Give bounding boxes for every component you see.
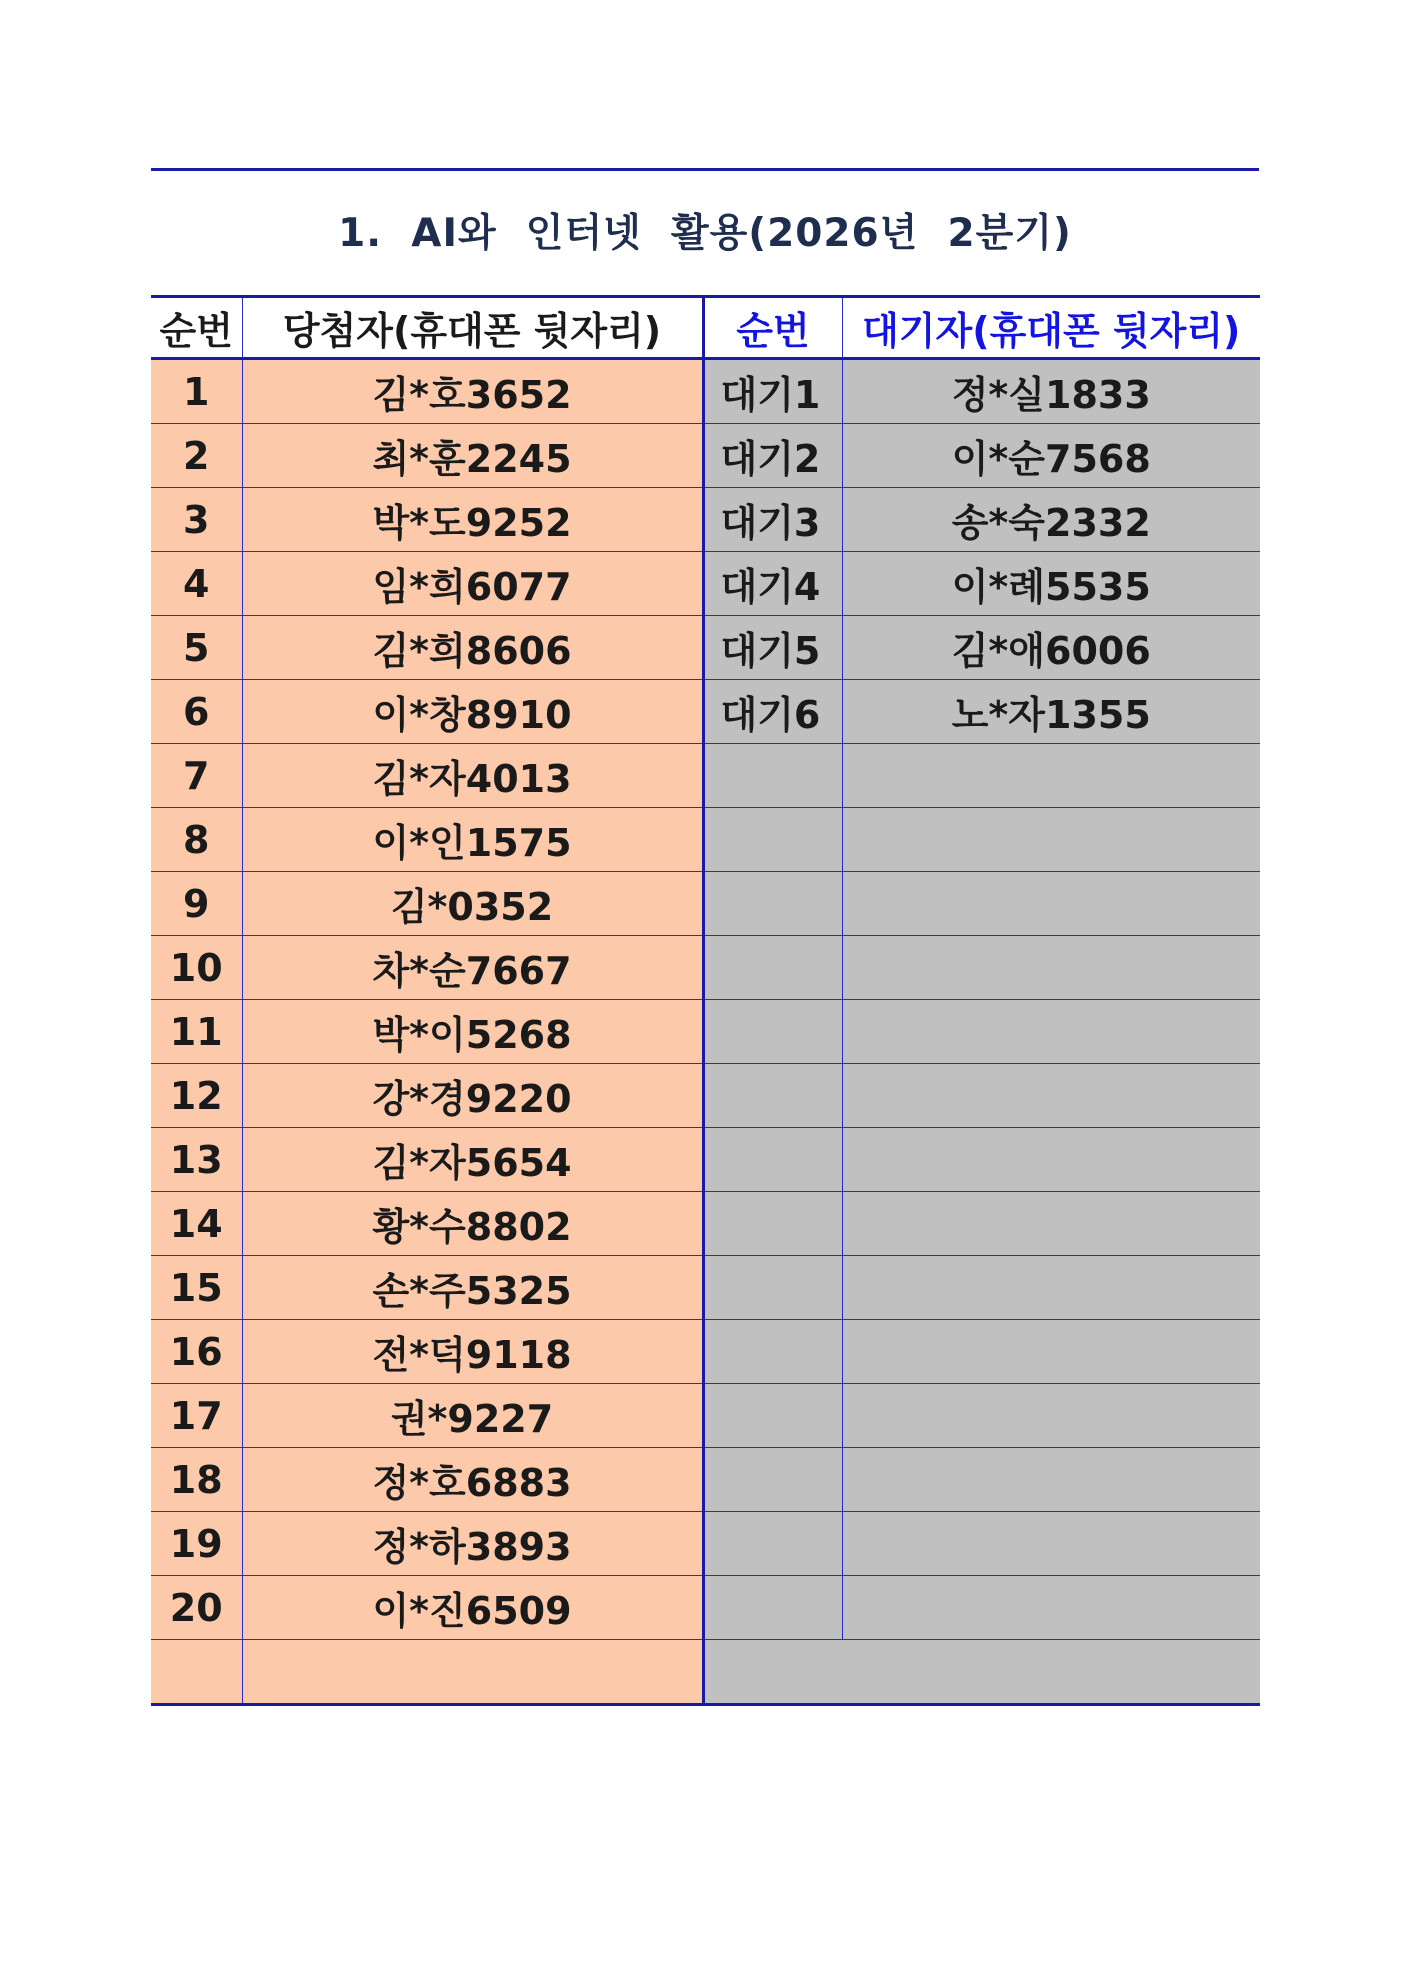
waiting-name-cell xyxy=(842,872,1260,936)
waiting-name-cell xyxy=(842,1256,1260,1320)
winner-name-cell: 임*희6077 xyxy=(242,552,703,616)
winner-no-cell: 19 xyxy=(151,1512,242,1576)
table-row xyxy=(151,1128,1260,1192)
waiting-name-cell xyxy=(842,1576,1260,1640)
waiting-no-cell xyxy=(703,1128,842,1192)
waiting-name-cell xyxy=(842,1192,1260,1256)
table-body xyxy=(151,359,1260,1705)
table-row xyxy=(151,1576,1260,1640)
winner-no-cell: 17 xyxy=(151,1384,242,1448)
blank-row xyxy=(151,1640,1260,1705)
winner-no-cell: 9 xyxy=(151,872,242,936)
table-row xyxy=(151,1256,1260,1320)
winner-name-cell: 정*호6883 xyxy=(242,1448,703,1512)
waiting-name-cell: 이*순7568 xyxy=(842,424,1260,488)
waiting-no-cell xyxy=(703,1512,842,1576)
table-row xyxy=(151,936,1260,1000)
winner-name-cell: 권*9227 xyxy=(242,1384,703,1448)
table-row xyxy=(151,552,1260,616)
winner-name-cell: 이*진6509 xyxy=(242,1576,703,1640)
waiting-no-cell: 대기5 xyxy=(703,616,842,680)
waiting-name-cell xyxy=(842,744,1260,808)
table-row xyxy=(151,488,1260,552)
waiting-no-cell xyxy=(703,1192,842,1256)
waiting-name-cell xyxy=(842,1384,1260,1448)
winner-name-cell: 박*도9252 xyxy=(242,488,703,552)
winner-name-cell: 차*순7667 xyxy=(242,936,703,1000)
table-row xyxy=(151,616,1260,680)
waiting-no-cell xyxy=(703,936,842,1000)
waiting-no-cell: 대기3 xyxy=(703,488,842,552)
header-waiting-name: 대기자(휴대폰 뒷자리) xyxy=(842,297,1260,359)
waiting-name-cell xyxy=(842,936,1260,1000)
waiting-name-cell xyxy=(842,808,1260,872)
winner-no-cell: 20 xyxy=(151,1576,242,1640)
waiting-name-cell: 김*애6006 xyxy=(842,616,1260,680)
blank-winner-no-cell xyxy=(151,1640,242,1705)
winner-no-cell: 16 xyxy=(151,1320,242,1384)
winner-name-cell: 손*주5325 xyxy=(242,1256,703,1320)
waiting-name-cell: 이*례5535 xyxy=(842,552,1260,616)
winner-no-cell: 5 xyxy=(151,616,242,680)
table-row xyxy=(151,680,1260,744)
waiting-name-cell xyxy=(842,1448,1260,1512)
waiting-name-cell xyxy=(842,1320,1260,1384)
results-table xyxy=(151,295,1260,1706)
waiting-name-cell: 노*자1355 xyxy=(842,680,1260,744)
winner-no-cell: 4 xyxy=(151,552,242,616)
waiting-name-cell xyxy=(842,1064,1260,1128)
table-row xyxy=(151,1000,1260,1064)
waiting-name-cell: 정*실1833 xyxy=(842,359,1260,424)
winner-name-cell: 김*자4013 xyxy=(242,744,703,808)
blank-winner-name-cell xyxy=(242,1640,703,1705)
winner-no-cell: 12 xyxy=(151,1064,242,1128)
winner-no-cell: 6 xyxy=(151,680,242,744)
waiting-no-cell xyxy=(703,1384,842,1448)
winner-no-cell: 3 xyxy=(151,488,242,552)
header-winner-no: 순번 xyxy=(151,297,242,359)
waiting-no-cell: 대기6 xyxy=(703,680,842,744)
header-row xyxy=(151,297,1260,359)
winner-name-cell: 전*덕9118 xyxy=(242,1320,703,1384)
waiting-no-cell xyxy=(703,1064,842,1128)
table-row xyxy=(151,1064,1260,1128)
winner-name-cell: 정*하3893 xyxy=(242,1512,703,1576)
winner-no-cell: 1 xyxy=(151,359,242,424)
waiting-name-cell xyxy=(842,1000,1260,1064)
waiting-no-cell xyxy=(703,872,842,936)
table-row xyxy=(151,744,1260,808)
header-winner-name: 당첨자(휴대폰 뒷자리) xyxy=(242,297,703,359)
winner-name-cell: 최*훈2245 xyxy=(242,424,703,488)
table-row xyxy=(151,1448,1260,1512)
waiting-no-cell: 대기2 xyxy=(703,424,842,488)
page-title: 1. AI와 인터넷 활용(2026년 2분기) xyxy=(338,211,1072,256)
waiting-no-cell: 대기1 xyxy=(703,359,842,424)
waiting-no-cell xyxy=(703,1256,842,1320)
table-row xyxy=(151,359,1260,424)
waiting-name-cell: 송*숙2332 xyxy=(842,488,1260,552)
table-row xyxy=(151,1384,1260,1448)
waiting-no-cell xyxy=(703,808,842,872)
waiting-no-cell xyxy=(703,1320,842,1384)
table-row xyxy=(151,872,1260,936)
table-row xyxy=(151,808,1260,872)
table-row xyxy=(151,1512,1260,1576)
winner-no-cell: 15 xyxy=(151,1256,242,1320)
winner-name-cell: 김*희8606 xyxy=(242,616,703,680)
header-waiting-no: 순번 xyxy=(703,297,842,359)
waiting-name-cell xyxy=(842,1512,1260,1576)
winner-name-cell: 이*창8910 xyxy=(242,680,703,744)
blank-waiting-cell xyxy=(703,1640,1260,1705)
winner-name-cell: 김*호3652 xyxy=(242,359,703,424)
winner-name-cell: 이*인1575 xyxy=(242,808,703,872)
winner-name-cell: 김*0352 xyxy=(242,872,703,936)
winner-no-cell: 8 xyxy=(151,808,242,872)
winner-no-cell: 10 xyxy=(151,936,242,1000)
table-row xyxy=(151,1192,1260,1256)
waiting-name-cell xyxy=(842,1128,1260,1192)
waiting-no-cell xyxy=(703,744,842,808)
winner-no-cell: 18 xyxy=(151,1448,242,1512)
waiting-no-cell: 대기4 xyxy=(703,552,842,616)
winner-no-cell: 7 xyxy=(151,744,242,808)
table-row xyxy=(151,424,1260,488)
table-row xyxy=(151,1320,1260,1384)
winner-no-cell: 13 xyxy=(151,1128,242,1192)
waiting-no-cell xyxy=(703,1576,842,1640)
winner-name-cell: 강*경9220 xyxy=(242,1064,703,1128)
winner-name-cell: 황*수8802 xyxy=(242,1192,703,1256)
winner-name-cell: 김*자5654 xyxy=(242,1128,703,1192)
waiting-no-cell xyxy=(703,1000,842,1064)
winner-no-cell: 2 xyxy=(151,424,242,488)
winner-no-cell: 11 xyxy=(151,1000,242,1064)
winner-name-cell: 박*이5268 xyxy=(242,1000,703,1064)
top-divider xyxy=(151,168,1259,171)
waiting-no-cell xyxy=(703,1448,842,1512)
winner-no-cell: 14 xyxy=(151,1192,242,1256)
